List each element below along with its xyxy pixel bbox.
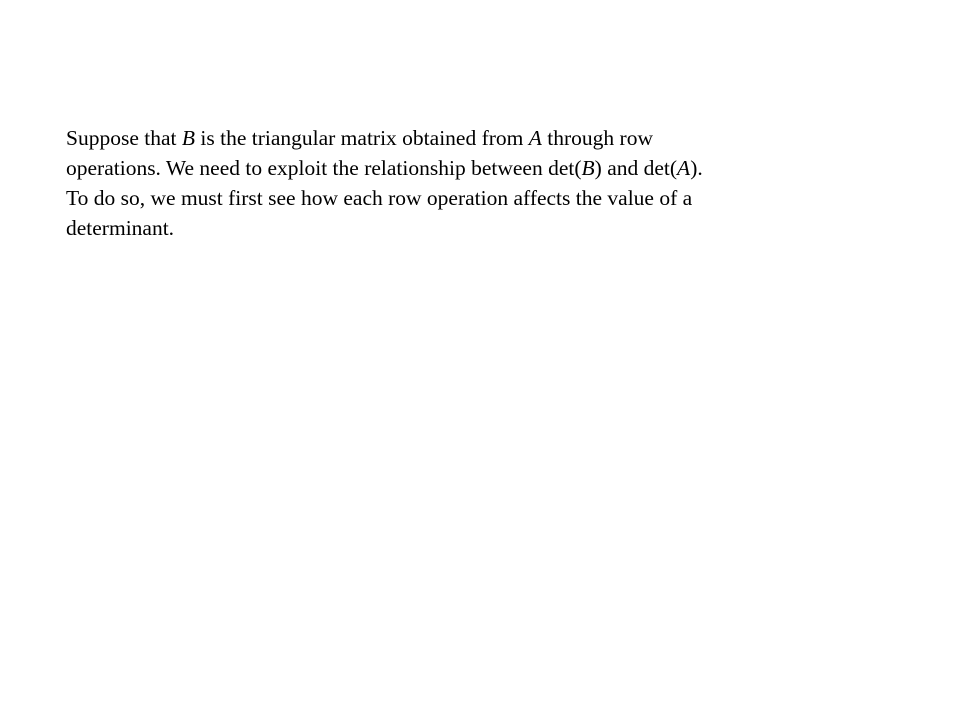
text-segment: is the triangular matrix obtained from: [195, 126, 529, 150]
text-segment: Suppose that: [66, 126, 182, 150]
paragraph-line-1: [66, 123, 886, 153]
text-segment: through row: [541, 126, 653, 150]
math-variable-b: B: [581, 156, 595, 180]
math-variable-a: A: [528, 126, 542, 150]
paragraph-line-3: To do so, we must first see how each row operation affects the value of a: [66, 186, 693, 210]
math-variable-a: A: [677, 156, 691, 180]
text-segment: operations. We need to exploit the relationship between det(: [66, 156, 582, 180]
text-segment: ) and det(: [594, 156, 678, 180]
text-segment: ).: [690, 156, 703, 180]
math-variable-b: B: [181, 126, 195, 150]
paragraph-line-2: [66, 153, 886, 183]
paragraph-line-4: determinant.: [66, 216, 175, 240]
body-paragraph: [66, 123, 886, 243]
